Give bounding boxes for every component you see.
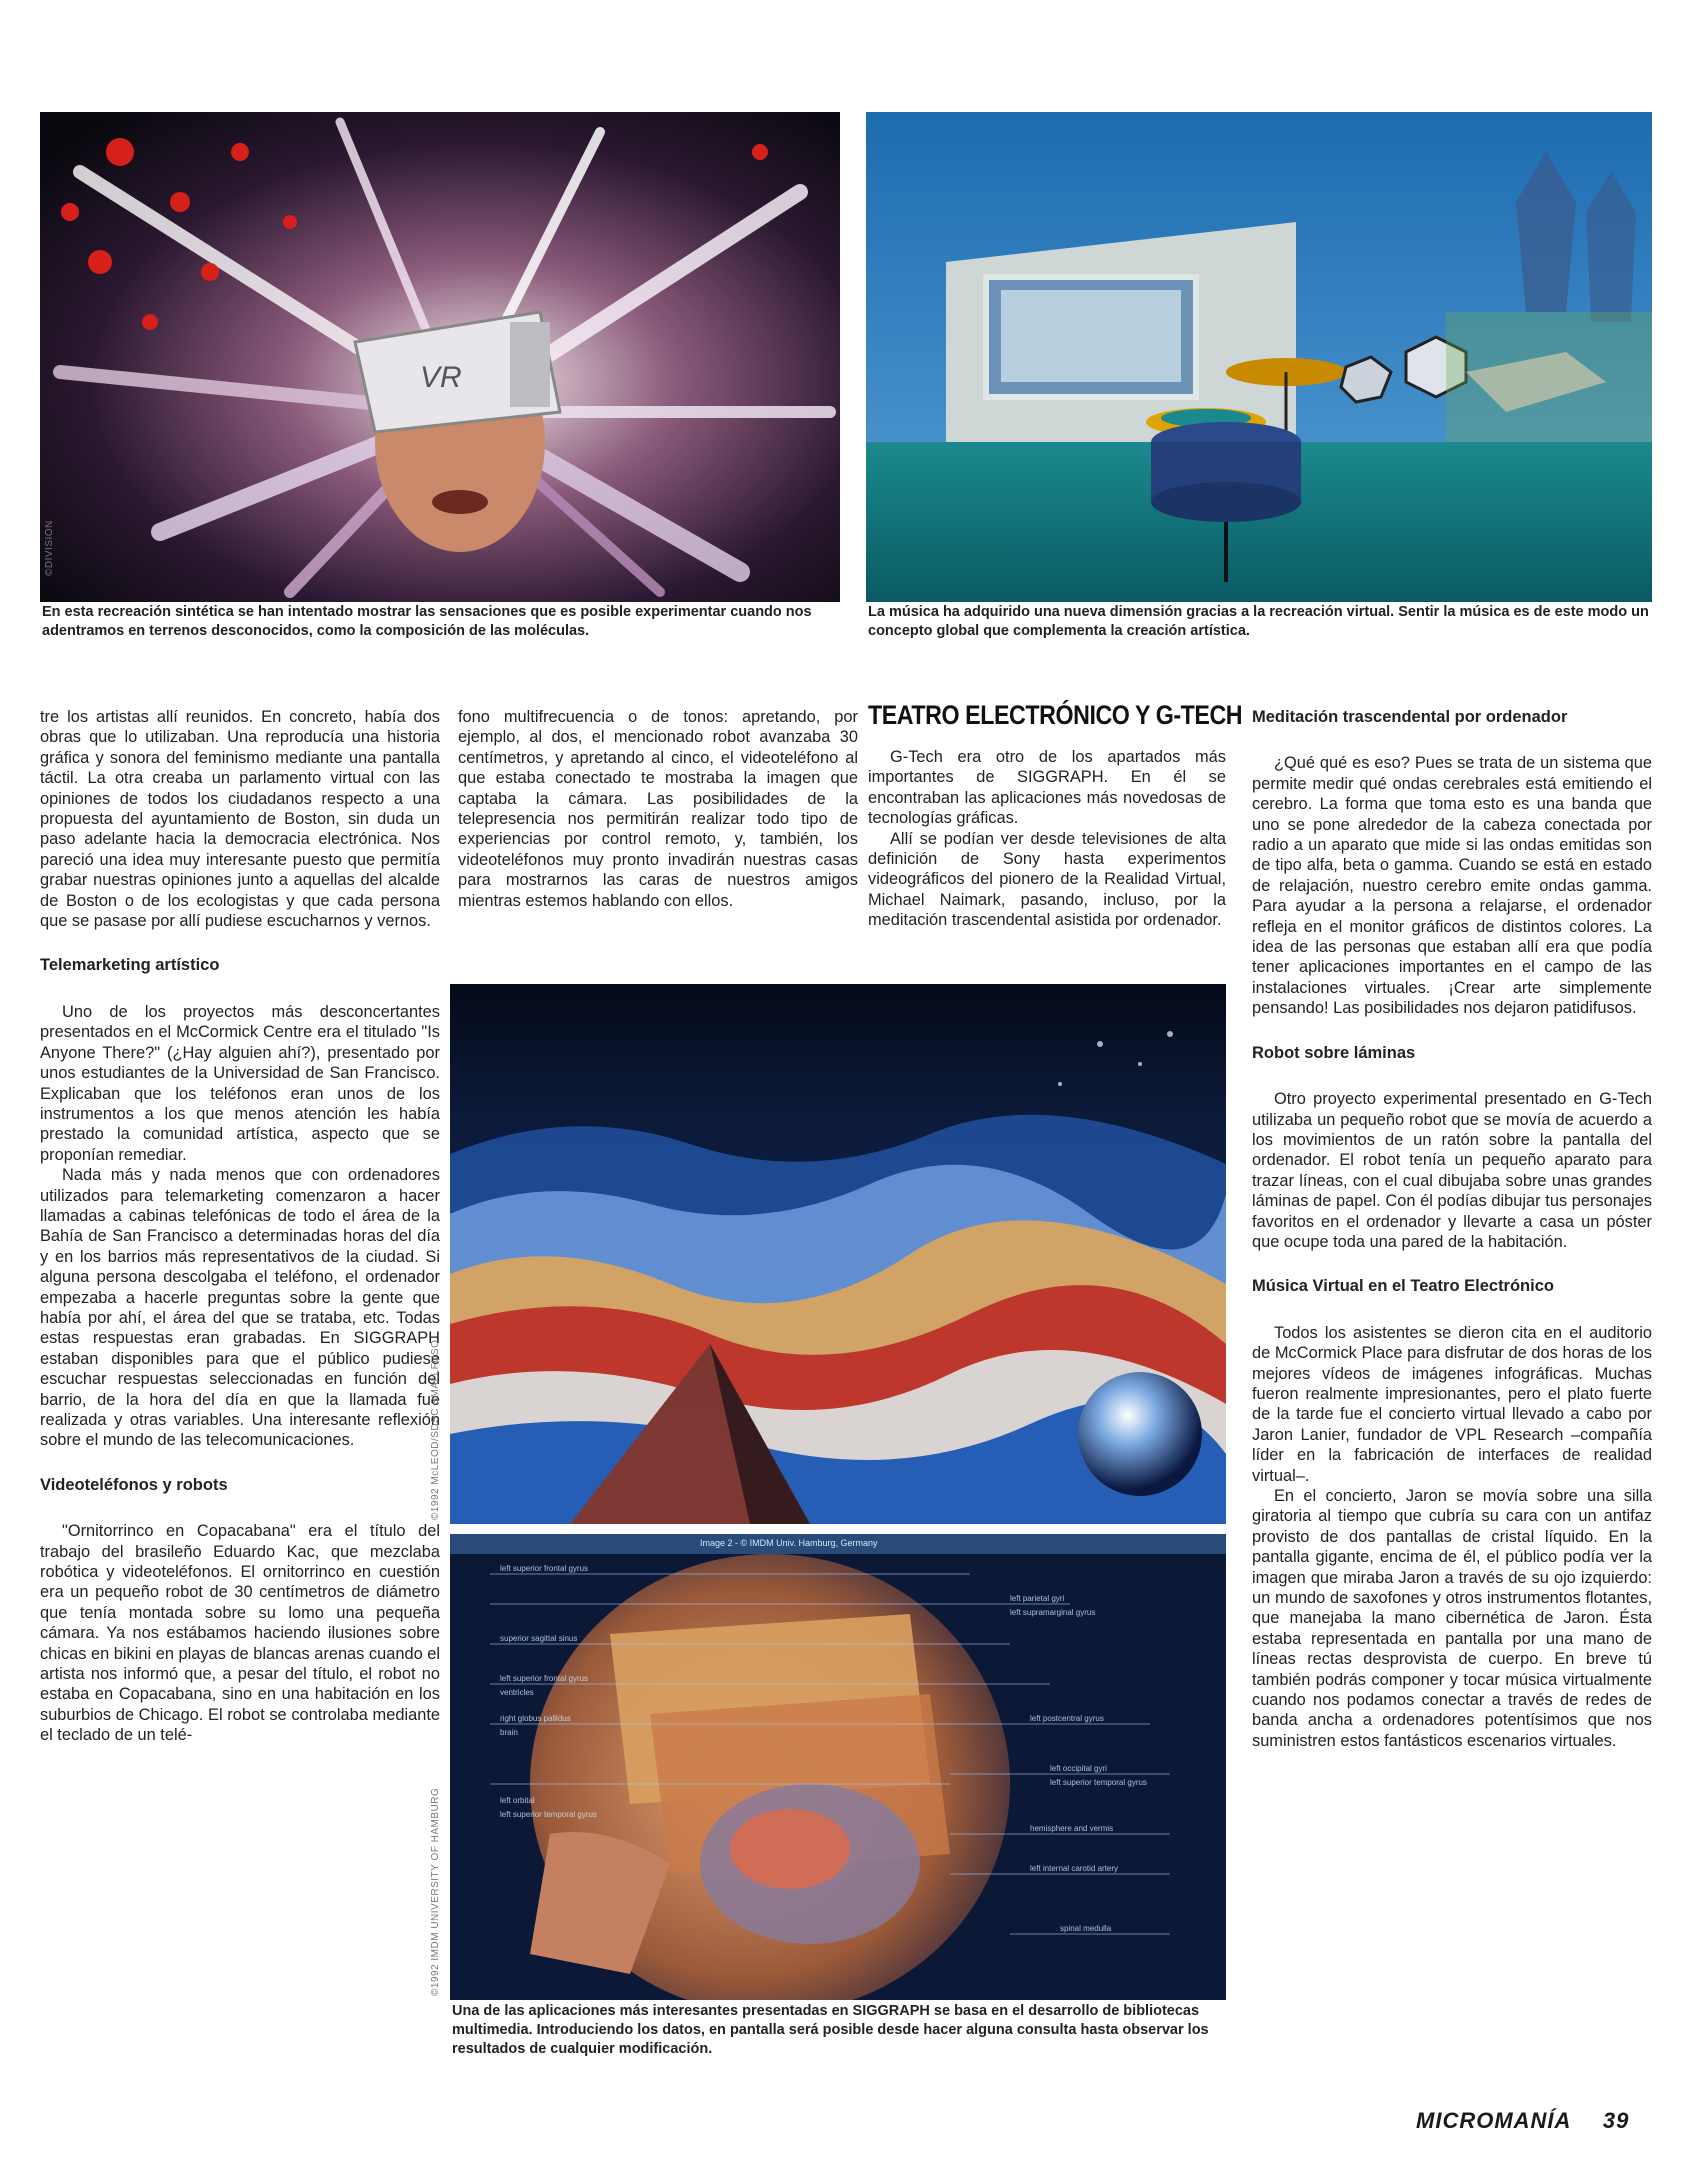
brain-label: left supramarginal gyrus: [1010, 1608, 1096, 1617]
brain-caption-text: Una de las aplicaciones más interesantes presentadas en SIGGRAPH se basa en el desarrollo de bibliotecas multimedia. Introduciendo los datos, en pantalla será posible desde hacer alguna consulta hasta observar los resultados de cualquier modificación.: [452, 2003, 1209, 2057]
magazine-name: MICROMANÍA: [1416, 2108, 1571, 2133]
heading-robot-laminas: Robot sobre láminas: [1252, 1043, 1416, 1062]
vr-headset-photo: [40, 112, 840, 602]
music-photo-caption: [868, 603, 1652, 641]
brain-label: left superior temporal gyrus: [500, 1810, 597, 1819]
landscape-photo-credit: ©1992 McLEOD/SDSC SMALLFUSO: [430, 1339, 441, 1520]
col3-paragraph-1: G-Tech era otro de los apartados más importantes de SIGGRAPH. En él se encontraban las aplicaciones más novedosas de tecnologías gráficas.: [868, 748, 1226, 828]
brain-photo: [450, 1534, 1226, 2000]
brain-label: spinal medulla: [1060, 1924, 1112, 1933]
col1-paragraph-3: Nada más y nada menos que con ordenadores utilizados para telemarketing comenzaron a hacer llamadas a cabinas telefónicas de todo el área de la Bahía de San Francisco a determinadas horas del día y en los barrios más representativos de la ciudad. Si alguna persona descolgaba el teléfono, el ordenador empezaba a hacerle preguntas sobre la gente que había por ahí, el área del que se trataba, etc. Todas estas respuestas eran grabadas. En SIGGRAPH estaban disponibles para que el público pudiese escuchar respuestas seleccionadas en función del barrio, de la hora del día en que la llamada fue realizada y otras variables. Una interesante reflexión sobre el mundo de las telecomunicaciones.: [40, 1166, 440, 1450]
page-footer: [1416, 2108, 1629, 2134]
brain-label: superior sagittal sinus: [500, 1634, 578, 1643]
brain-image-header: Image 2 - © IMDM Univ. Hamburg, Germany: [700, 1538, 878, 1548]
brain-photo-credit: ©1992 IMDM UNIVERSITY OF HAMBURG: [430, 1787, 441, 1996]
brain-label: left internal carotid artery: [1030, 1864, 1119, 1873]
col1-paragraph-1: tre los artistas allí reunidos. En concreto, había dos obras que lo utilizaban. Una reproducía una historia gráfica y sonora del feminismo mediante una pantalla táctil. La otra creaba un parlamento virtual con las opiniones de todos los ciudadanos respecto a una propuesta del ayuntamiento de Boston, sin duda un paso adelante hacia la democracia electrónica. Nos pareció una idea muy interesante puesto que permitía grabar nuestras opiniones junto a aquellas del alcalde de Boston o de los ecologistas y que cada persona que se pasase por allí pudiese escucharnos y vernos.: [40, 708, 440, 931]
brain-label: hemisphere and vermis: [1030, 1824, 1114, 1833]
music-caption-text: La música ha adquirido una nueva dimensión gracias a la recreación virtual. Sentir la música es de este modo un concepto global que complementa la creación artística.: [868, 604, 1649, 639]
vr-caption-text: En esta recreación sintética se han intentado mostrar las sensaciones que es posible experimentar cuando nos adentramos en terrenos desconocidos, como la composición de las moléculas.: [42, 604, 812, 639]
col4-paragraph-3: Todos los asistentes se dieron cita en el auditorio de McCormick Place para disfrutar de dos horas de los mejores vídeos de imágenes infográficas. Muchas fueron realmente impresionantes, pero el plato fuerte de la tarde fue el concierto virtual llevado a cabo por Jaron Lanier, fundador de VPL Research –compañía líder en la fabricación de interfaces de realidad virtual–.: [1252, 1323, 1652, 1485]
brain-label: left superior temporal gyrus: [1050, 1778, 1147, 1787]
brain-label: left parietal gyri: [1010, 1594, 1065, 1603]
brain-label: brain: [500, 1728, 518, 1737]
brain-photo-caption: [452, 2002, 1232, 2059]
col1-paragraph-4: "Ornitorrinco en Copacabana" era el título del trabajo del brasileño Eduardo Kac, que mezclaba robótica y videoteléfonos. El ornitorrinco en cuestión era un pequeño robot de 30 centímetros de diámetro que tenía montada sobre su lomo una pequeña cámara. Ya nos estábamos haciendo ilusiones sobre chicas en bikini en playas de blancas arenas cuando el artista nos informó que, a pesar del título, el robot no estaba en Copacabana, sino en una habitación en los suburbios de Chicago. El robot se controlaba mediante el teclado de un telé-: [40, 1522, 441, 1745]
section-title: TEATRO ELECTRÓNICO Y G-TECH: [868, 700, 1243, 730]
page-number: 39: [1602, 2108, 1630, 2133]
column-2: [458, 707, 858, 911]
col3-paragraph-2: Allí se podían ver desde televisiones de alta definición de Sony hasta experimentos videográficos del pionero de la Realidad Virtual, Michael Naimark, pasando, incluso, por la meditación trascendental asistida por ordenador.: [868, 829, 1226, 930]
heading-telemarketing: Telemarketing artístico: [40, 956, 220, 975]
data-landscape-illustration: [450, 984, 1226, 1524]
col1-paragraph-2: Uno de los proyectos más desconcertantes presentados en el McCormick Centre era el titulado "Is Anyone There?" (¿Hay alguien ahí?), presentado por unos estudiantes de la Universidad de San Francisco. Explicaban que los teléfonos eran unos de los instrumentos a los que menos atención les había prestado la comunidad artística, aspecto que se proponían remediar.: [40, 1002, 440, 1164]
brain-label: left superior frontal gyrus: [500, 1564, 589, 1573]
music-room-photo: [866, 112, 1652, 602]
column-3: [868, 747, 1226, 931]
brain-label: ventricles: [500, 1688, 534, 1697]
brain-label: left superior frontal gyrus: [500, 1674, 589, 1683]
column-1: [40, 707, 440, 1746]
vr-headset-illustration: [40, 112, 840, 602]
heading-musica-virtual: Música Virtual en el Teatro Electrónico: [1252, 1277, 1554, 1296]
brain-label: right globus pallidus: [500, 1714, 571, 1723]
vr-photo-credit: ©DIVISION: [44, 520, 55, 576]
heading-meditacion: Meditación trascendental por ordenador: [1252, 708, 1568, 726]
data-landscape-photo: [450, 984, 1226, 1524]
col4-paragraph-4: En el concierto, Jaron se movía sobre una silla giratoria al tiempo que cubría su cara con un antifaz provisto de dos pantallas de cristal líquido. En la pantalla gigante, encima de él, el público podía ver la imagen que miraba Jaron a través de su ojo izquierdo: un mundo de saxofones y otros instrumentos flotantes, que manejaba la mano cibernética de Jaron. Ésta estaba representada en pantalla por una mano de líneas rectas desprovista de cuerpo. En breve tú también podrás componer y tocar música virtualmente cuando nos podamos conectar a través de redes de banda ancha a ordenadores potentísimos que nos suministren estos fantásticos escenarios virtuales.: [1252, 1487, 1652, 1750]
music-room-illustration: [866, 112, 1652, 602]
headset-logo: VR: [420, 361, 462, 394]
column-4: [1252, 707, 1652, 1751]
vr-photo-caption: [42, 603, 842, 641]
heading-videotelefonos: Videoteléfonos y robots: [40, 1475, 228, 1494]
brain-label: left occipital gyri: [1050, 1764, 1107, 1773]
brain-label: left orbital: [500, 1796, 535, 1805]
col2-paragraph-1: fono multifrecuencia o de tonos: apretando, por ejemplo, al dos, el mencionado robot avanzaba 30 centímetros, y apretando al cinco, el videoteléfono al que estaba conectado te mostraba la imagen que captaba la cámara. Las posibilidades de la telepresencia nos permitirán realizar todo tipo de experiencias por control remoto, y, también, los videoteléfonos muy pronto invadirán nuestras casas para mostrarnos las caras de nuestros amigos mientras estemos hablando con ellos.: [458, 708, 858, 910]
col4-paragraph-1: ¿Qué qué es eso? Pues se trata de un sistema que permite medir qué ondas cerebrales está emitiendo el cerebro. La forma que toma esto es una banda que uno se pone alrededor de la cabeza conectada por radio a un aparato que mide si las ondas emitidas son de tipo alfa, beta o gamma. Cuando se está en estado de relajación, nuestro cerebro emite ondas gamma. Para ayudar a la persona a relajarse, el ordenador refleja en el monitor gráficos de distintos colores. La idea de las personas que estaban allí era que podía tener aplicaciones importantes en el campo de las instalaciones virtuales. ¡Crear arte simplemente pensando! Las posibilidades nos dejaron patidifusos.: [1252, 754, 1652, 1018]
brain-label: left postcentral gyrus: [1030, 1714, 1104, 1723]
col4-paragraph-2: Otro proyecto experimental presentado en G-Tech utilizaba un pequeño robot que se movía de acuerdo a los movimientos de un ratón sobre la pantalla del ordenador. El robot tenía un pequeño aparato para trazar líneas, con el cual dibujaba sobre unas grandes láminas de papel. Con él podías dibujar tus personajes favoritos en el ordenador y llevarte a casa un póster que ocupe toda una pared de la habitación.: [1252, 1090, 1652, 1251]
